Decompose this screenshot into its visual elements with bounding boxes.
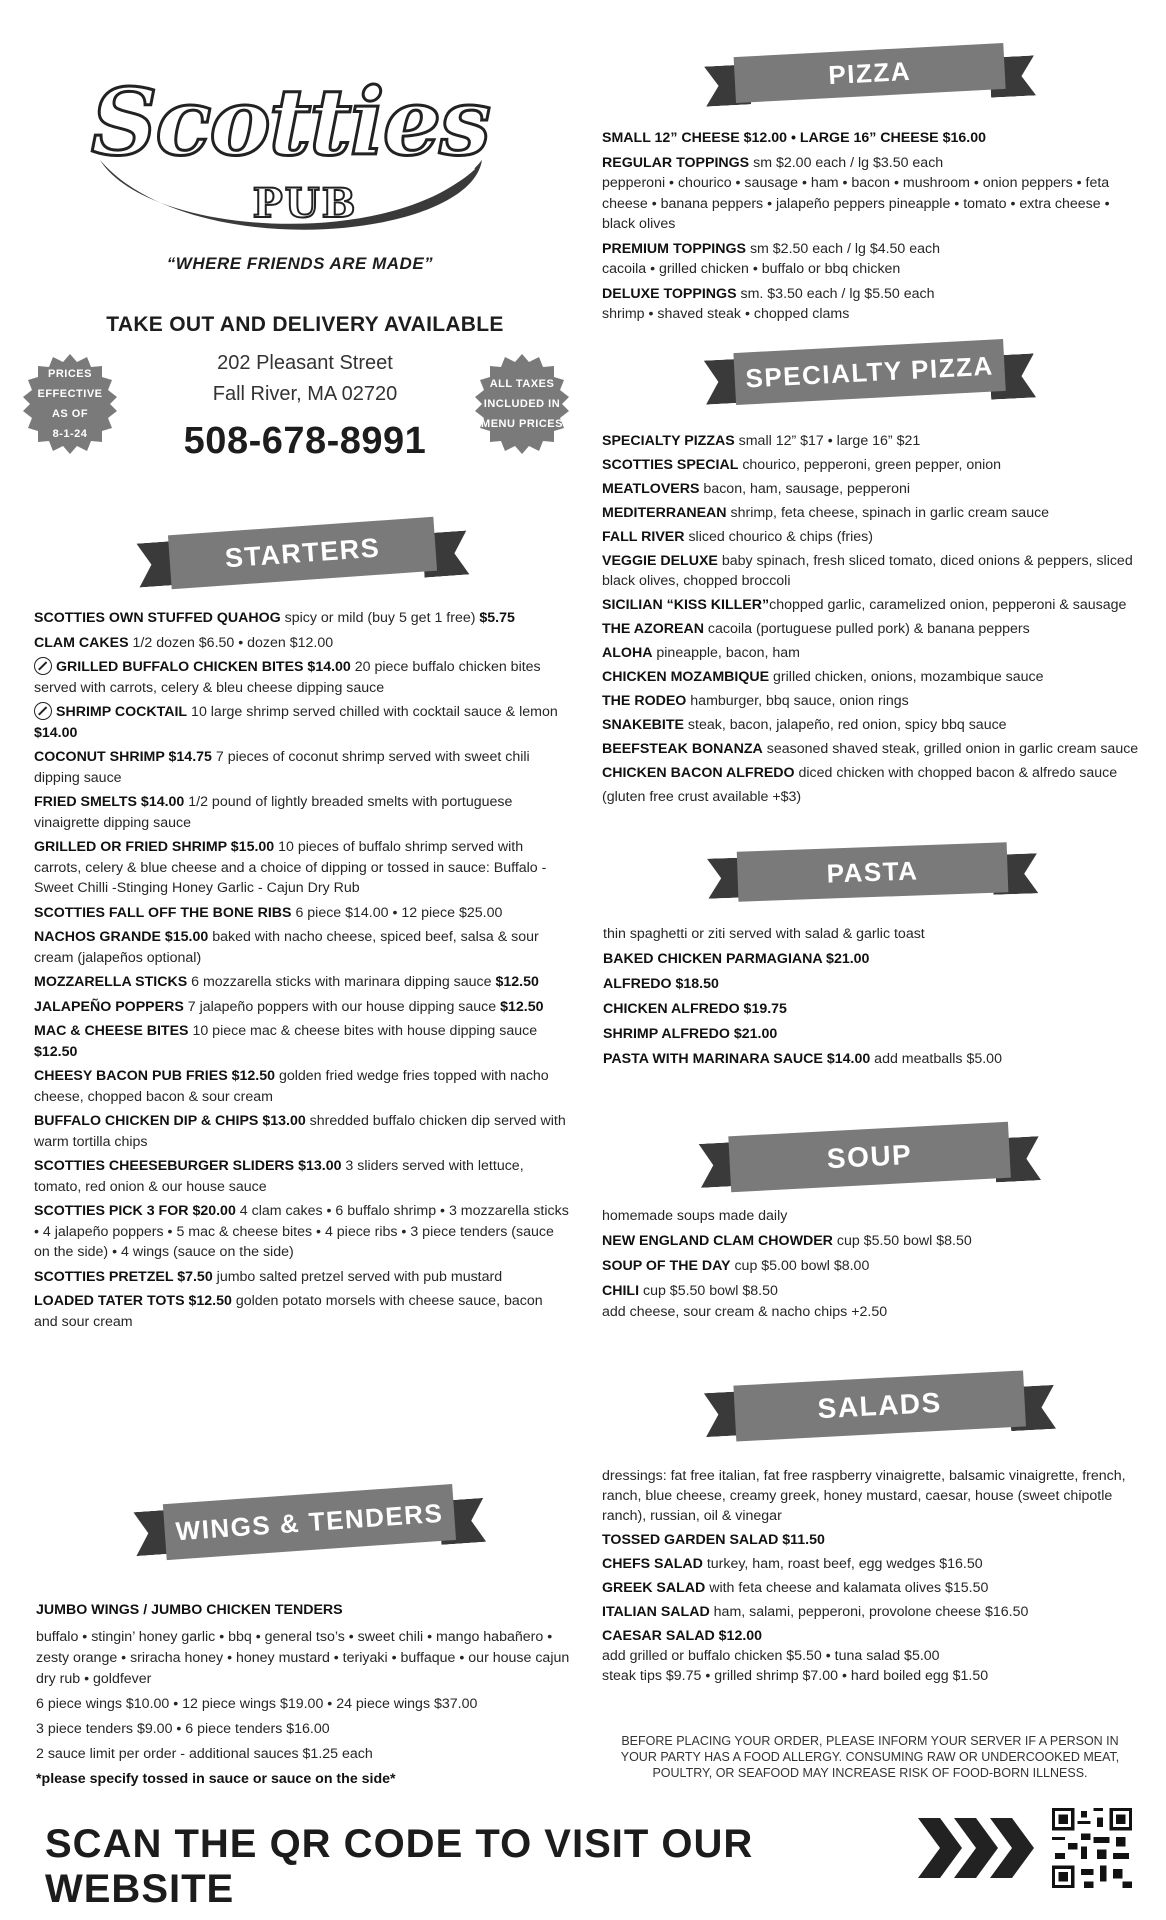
salad-item-name: TOSSED GARDEN SALAD $11.50 xyxy=(602,1532,825,1548)
soup-intro: homemade soups made daily xyxy=(602,1208,788,1224)
specialty-item xyxy=(602,643,1142,663)
starter-item xyxy=(34,608,569,629)
starter-item xyxy=(34,633,569,654)
pasta-list xyxy=(603,924,1133,1074)
starter-item-desc: 20 piece buffalo chicken bites served with carrots, celery & bleu cheese dipping sauce xyxy=(34,659,541,696)
specialty-item-name: BEEFSTEAK BONANZA xyxy=(602,741,763,757)
starter-item-name: FRIED SMELTS $14.00 xyxy=(34,794,185,810)
starter-item-name: COCONUT SHRIMP $14.75 xyxy=(34,749,212,765)
starter-item-desc: 7 pieces of coconut shrimp served with sweet chili dipping sauce xyxy=(34,749,530,786)
phone-number: 508-678-8991 xyxy=(183,420,427,462)
salad-item-name: CAESAR SALAD $12.00 xyxy=(602,1628,763,1644)
starter-item-name: SCOTTIES PRETZEL $7.50 xyxy=(34,1268,213,1285)
soup-banner-title: SOUP xyxy=(728,1122,1011,1193)
pizza-banner xyxy=(703,31,1037,128)
pizza-item-price: sm $2.00 each / lg $3.50 each xyxy=(749,154,944,171)
starter-item-desc: baked with nacho cheese, spiced beef, salsa & sour cream (jalapeños optional) xyxy=(34,929,539,966)
seal-left-line: 8-1-24 xyxy=(52,428,88,440)
specialty-item-desc: shrimp, feta cheese, spinach in garlic cream sauce xyxy=(726,505,1050,521)
pasta-item xyxy=(603,1049,1133,1070)
chevron-right-icon xyxy=(918,1818,1038,1878)
specialty-item-desc: grilled chicken, onions, mozambique sauce xyxy=(769,669,1044,685)
starter-item-name: GRILLED BUFFALO CHICKEN BITES $14.00 xyxy=(56,659,351,675)
pasta-item-name: BAKED CHICKEN PARMAGIANA $21.00 xyxy=(603,951,870,967)
qr-code-icon[interactable] xyxy=(1052,1808,1132,1888)
salad-item xyxy=(602,1578,1132,1598)
pasta-banner xyxy=(707,839,1040,930)
soup-addon: add cheese, sour cream & nacho chips +2.50 xyxy=(602,1304,888,1320)
specialty-item-desc: sliced chourico & chips (fries) xyxy=(684,529,873,545)
pasta-item-name: PASTA WITH MARINARA SAUCE $14.00 xyxy=(603,1051,871,1067)
specialty-item xyxy=(602,763,1142,783)
starter-item-name: SCOTTIES OWN STUFFED QUAHOG xyxy=(34,610,281,626)
allergy-disclaimer: BEFORE PLACING YOUR ORDER, PLEASE INFORM YOUR SERVER IF A PERSON IN YOUR PARTY HAS A FOOD ALLERGY. CONSUMING RAW OR UNDERCOOKED MEAT, POULTRY, OR SEAFOOD MAY INCREASE RISK OF FOOD-BORN ILLNESS. xyxy=(620,1734,1120,1780)
seal-right-line: MENU PRICES xyxy=(481,418,563,430)
soup-item xyxy=(602,1256,1122,1277)
pasta-item xyxy=(603,949,1133,970)
specialty-item-name: MEATLOVERS xyxy=(602,481,700,497)
pasta-item xyxy=(603,999,1133,1020)
starter-item-name: CLAM CAKES xyxy=(34,634,129,651)
starter-item-desc: 1/2 pound of lightly breaded smelts with portuguese vinaigrette dipping sauce xyxy=(34,794,513,831)
no-gluten-icon xyxy=(34,657,52,675)
starter-item xyxy=(34,1201,569,1263)
starter-item xyxy=(34,702,569,743)
specialty-item-desc: small 12” $17 • large 16” $21 xyxy=(734,433,921,449)
specialty-item xyxy=(602,551,1142,591)
pasta-item-desc: add meatballs $5.00 xyxy=(870,1051,1002,1067)
soup-item-name: NEW ENGLAND CLAM CHOWDER xyxy=(602,1233,833,1249)
salads-banner xyxy=(703,1363,1057,1461)
starter-item-name: SCOTTIES FALL OFF THE BONE RIBS xyxy=(34,904,292,921)
specialty-item-desc: diced chicken with chopped bacon & alfredo sauce xyxy=(794,765,1118,781)
pizza-item xyxy=(602,153,1122,235)
starter-item-desc: 4 clam cakes • 6 buffalo shrimp • 3 mozzarella sticks • 4 jalapeño poppers • 5 mac & cheese bites • 4 piece ribs • 3 piece tenders (sauce on the side) • 4 wings (sauce on the side) xyxy=(34,1203,569,1260)
starter-item-desc: 7 jalapeño poppers with our house dipping sauce xyxy=(183,998,501,1015)
soup-item xyxy=(602,1231,1122,1252)
specialty-pizza-list xyxy=(602,431,1142,811)
wings-title xyxy=(36,1600,571,1621)
salad-item-name: CHEFS SALAD xyxy=(602,1556,703,1572)
pizza-item xyxy=(602,284,1122,325)
starter-item-name: BUFFALO CHICKEN DIP & CHIPS $13.00 xyxy=(34,1113,306,1129)
starter-item xyxy=(34,1156,569,1197)
specialty-item xyxy=(602,527,1142,547)
specialty-item-desc: baby spinach, fresh sliced tomato, diced onions & peppers, sliced black olives, chopped broccoli xyxy=(602,553,1133,589)
starter-item-desc: golden potato morsels with cheese sauce, bacon and sour cream xyxy=(34,1293,543,1330)
salad-addon: steak tips $9.75 • grilled shrimp $7.00 • hard boiled egg $1.50 xyxy=(602,1668,989,1684)
starter-item xyxy=(34,927,569,968)
pizza-item-price: sm $2.50 each / lg $4.50 each xyxy=(746,240,941,257)
seal-left-line: PRICES xyxy=(48,368,92,380)
pizza-item-name: REGULAR TOPPINGS xyxy=(602,154,750,171)
scan-qr-heading: SCAN THE QR CODE TO VISIT OUR WEBSITE xyxy=(45,1822,754,1911)
taxes-included-seal xyxy=(470,352,574,456)
salad-item-name: GREEK SALAD xyxy=(602,1580,706,1596)
sauce-limit: 2 sauce limit per order - additional sauces $1.25 each xyxy=(36,1746,373,1762)
salad-item-desc: turkey, ham, roast beef, egg wedges $16.50 xyxy=(702,1556,983,1572)
starter-item xyxy=(34,903,569,924)
seal-left-line: AS OF xyxy=(51,408,89,420)
starter-item xyxy=(34,997,569,1018)
logo-word: Scotties xyxy=(90,68,490,176)
no-gluten-icon xyxy=(34,702,52,720)
salad-item-name: ITALIAN SALAD xyxy=(602,1604,710,1620)
starter-item-name: SHRIMP COCKTAIL xyxy=(56,704,188,720)
wings-sauces: buffalo • stingin’ honey garlic • bbq • general tso’s • sweet chili • mango habañero • zesty orange • sriracha honey • honey mustard • teriyaki • buffaque • our house cajun dry rub • goldfever xyxy=(36,1629,570,1687)
pasta-intro: thin spaghetti or ziti served with salad & garlic toast xyxy=(603,926,925,942)
specialty-item-name: SCOTTIES SPECIAL xyxy=(602,457,739,473)
pizza-item xyxy=(602,128,1122,149)
wings-banner-title: WINGS & TENDERS xyxy=(163,1484,456,1560)
starter-item xyxy=(34,1291,569,1332)
wings-list xyxy=(36,1600,571,1794)
salad-item xyxy=(602,1554,1132,1574)
address-city: Fall River, MA 02720 xyxy=(212,383,398,405)
sauce-note xyxy=(36,1769,571,1790)
specialty-item-name: VEGGIE DELUXE xyxy=(602,553,718,569)
starter-item-desc: 10 large shrimp served chilled with cocktail sauce & lemon xyxy=(187,704,558,720)
starter-item-price: $12.50 xyxy=(495,974,539,990)
starter-item-name: MAC & CHEESE BITES xyxy=(34,1023,189,1039)
specialty-item xyxy=(602,739,1142,759)
specialty-item xyxy=(602,667,1142,687)
starter-item xyxy=(34,972,569,993)
salad-item-desc: with feta cheese and kalamata olives $15.50 xyxy=(705,1580,989,1596)
pizza-item-desc: pepperoni • chourico • sausage • ham • bacon • mushroom • onion peppers • feta cheese • banana peppers • jalapeño peppers pineapple • tomato • extra cheese • black olives xyxy=(602,175,1110,232)
specialty-item-desc: (gluten free crust available +$3) xyxy=(602,789,802,805)
salad-item-desc: ham, salami, pepperoni, provolone cheese $16.50 xyxy=(709,1604,1029,1620)
salad-item xyxy=(602,1626,1132,1646)
starter-item-desc: 3 sliders served with lettuce, tomato, red onion & our house sauce xyxy=(34,1158,524,1195)
specialty-item-name: SICILIAN “KISS KILLER” xyxy=(602,597,770,613)
specialty-item-name: ALOHA xyxy=(602,645,653,661)
pizza-item-desc: shrimp • shaved steak • chopped clams xyxy=(602,306,850,322)
wings-prices: 6 piece wings $10.00 • 12 piece wings $19.00 • 24 piece wings $37.00 xyxy=(36,1696,478,1712)
pizza-item-price: sm. $3.50 each / lg $5.50 each xyxy=(736,285,935,302)
seal-right-line: INCLUDED IN xyxy=(483,398,561,410)
starters-banner xyxy=(136,509,471,612)
starter-item xyxy=(34,1066,569,1107)
starter-item-desc: golden fried wedge fries topped with nacho cheese, chopped bacon & sour cream xyxy=(34,1068,549,1105)
logo-pub: PUB xyxy=(252,180,358,227)
soup-item-name: SOUP OF THE DAY xyxy=(602,1258,731,1274)
prices-effective-seal xyxy=(18,352,122,456)
starter-item-desc: 1/2 dozen $6.50 • dozen $12.00 xyxy=(128,634,334,651)
specialty-item-name: THE RODEO xyxy=(602,693,687,709)
specialty-item-name: CHICKEN MOZAMBIQUE xyxy=(602,669,770,685)
starter-item xyxy=(34,1021,569,1062)
seal-left-line: EFFECTIVE xyxy=(37,388,103,400)
pasta-item xyxy=(603,1024,1133,1045)
pizza-item-name: DELUXE TOPPINGS xyxy=(602,285,737,302)
pizza-item-desc: cacoila • grilled chicken • buffalo or bbq chicken xyxy=(602,261,901,277)
wings-banner xyxy=(133,1478,488,1582)
specialty-pizza-banner-title: SPECIALTY PIZZA xyxy=(733,339,1005,405)
soup-item-desc: cup $5.00 bowl $8.00 xyxy=(730,1258,870,1274)
soup-item-desc: cup $5.50 bowl $8.50 xyxy=(832,1233,972,1249)
starter-item xyxy=(34,1111,569,1152)
specialty-item-name: THE AZOREAN xyxy=(602,621,704,637)
specialty-item xyxy=(602,715,1142,735)
takeout-heading: TAKE OUT AND DELIVERY AVAILABLE xyxy=(106,313,504,336)
soup-list xyxy=(602,1206,1122,1327)
salad-addon: add grilled or buffalo chicken $5.50 • tuna salad $5.00 xyxy=(602,1648,940,1664)
specialty-item-name: SPECIALTY PIZZAS xyxy=(602,433,735,449)
tenders-prices: 3 piece tenders $9.00 • 6 piece tenders $16.00 xyxy=(36,1721,330,1737)
starter-item-name: LOADED TATER TOTS $12.50 xyxy=(34,1293,232,1309)
starter-item-desc: spicy or mild (buy 5 get 1 free) xyxy=(280,610,480,626)
sauce-note-text: *please specify tossed in sauce or sauce on the side* xyxy=(36,1771,396,1787)
pasta-item xyxy=(603,974,1133,995)
specialty-item-name: SNAKEBITE xyxy=(602,717,684,733)
salad-dressings: dressings: fat free italian, fat free raspberry vinaigrette, balsamic vinaigrette, french, ranch, blue cheese, creamy greek, honey mustard, caesar, house (sweet chipotle ranch), russian, oil & vinegar xyxy=(602,1468,1126,1524)
pasta-banner-title: PASTA xyxy=(737,842,1009,901)
specialty-item-name: FALL RIVER xyxy=(602,529,685,545)
tagline: “WHERE FRIENDS ARE MADE” xyxy=(166,254,434,273)
starter-item-desc: shredded buffalo chicken dip served with warm tortilla chips xyxy=(34,1113,566,1150)
starter-item xyxy=(34,657,569,698)
starter-item xyxy=(34,1267,569,1288)
starter-item-name: SCOTTIES CHEESEBURGER SLIDERS $13.00 xyxy=(34,1158,342,1174)
soup-item-desc: cup $5.50 bowl $8.50 xyxy=(639,1283,778,1299)
starters-banner-title: STARTERS xyxy=(168,517,437,589)
starter-item-name: MOZZARELLA STICKS xyxy=(34,974,188,990)
salads-list xyxy=(602,1466,1132,1686)
specialty-item-desc: bacon, ham, sausage, pepperoni xyxy=(699,481,911,497)
specialty-item xyxy=(602,595,1142,615)
salad-item xyxy=(602,1530,1132,1550)
specialty-pizza-banner xyxy=(703,331,1037,428)
starter-item-name: GRILLED OR FRIED SHRIMP $15.00 xyxy=(34,839,275,855)
soup-banner xyxy=(698,1116,1042,1214)
specialty-item xyxy=(602,431,1142,451)
seal-right-line: ALL TAXES xyxy=(489,378,555,390)
starter-item-price: $12.50 xyxy=(34,1043,78,1060)
pizza-item-name: PREMIUM TOPPINGS xyxy=(602,240,746,257)
starters-list xyxy=(34,608,569,1336)
logo xyxy=(70,60,510,260)
specialty-item-desc: cacoila (portuguese pulled pork) & banana peppers xyxy=(703,621,1030,637)
starter-item-name: SCOTTIES PICK 3 FOR $20.00 xyxy=(34,1203,236,1219)
starter-item xyxy=(34,747,569,788)
pizza-banner-title: PIZZA xyxy=(734,43,1006,103)
starter-item xyxy=(34,837,569,899)
pizza-list xyxy=(602,128,1122,329)
specialty-item-desc: seasoned shaved steak, grilled onion in garlic cream sauce xyxy=(762,741,1139,757)
specialty-item xyxy=(602,691,1142,711)
starter-item-name: JALAPEÑO POPPERS xyxy=(34,998,184,1015)
pizza-item xyxy=(602,239,1122,280)
specialty-item xyxy=(602,619,1142,639)
address-street: 202 Pleasant Street xyxy=(217,352,393,374)
starter-item-price: $14.00 xyxy=(34,724,78,741)
starter-item-desc: 10 pieces of buffalo shrimp served with carrots, celery & blue cheese and a choice of dipping or tossed in sauce: Buffalo - Sweet Chilli -Stinging Honey Garlic - Cajun Dry Rub xyxy=(34,839,547,896)
wings-title-text: JUMBO WINGS / JUMBO CHICKEN TENDERS xyxy=(36,1602,343,1618)
soup-item-name: CHILI xyxy=(602,1283,640,1299)
pasta-item-name: ALFREDO $18.50 xyxy=(603,976,719,992)
pasta-item-name: CHICKEN ALFREDO $19.75 xyxy=(603,1001,787,1017)
soup-item xyxy=(602,1281,1122,1302)
specialty-item-desc: pineapple, bacon, ham xyxy=(652,645,800,661)
pasta-item-name: SHRIMP ALFREDO $21.00 xyxy=(603,1026,778,1042)
starter-item-desc: 6 piece $14.00 • 12 piece $25.00 xyxy=(291,904,503,921)
starter-item-name: NACHOS GRANDE $15.00 xyxy=(34,929,209,945)
specialty-item xyxy=(602,503,1142,523)
specialty-item-name: MEDITERRANEAN xyxy=(602,505,727,521)
pizza-item-name: SMALL 12” CHEESE $12.00 • LARGE 16” CHEESE $16.00 xyxy=(602,130,986,146)
starter-item-desc: jumbo salted pretzel served with pub mustard xyxy=(212,1268,503,1285)
starter-item xyxy=(34,792,569,833)
specialty-item xyxy=(602,455,1142,475)
specialty-item-desc: chourico, pepperoni, green pepper, onion xyxy=(738,457,1002,473)
starter-item-desc: 6 mozzarella sticks with marinara dipping sauce xyxy=(187,974,496,990)
starter-item-price: $12.50 xyxy=(500,998,544,1015)
specialty-item-name: CHICKEN BACON ALFREDO xyxy=(602,765,795,781)
salads-banner-title: SALADS xyxy=(733,1370,1026,1441)
starter-item-name: CHEESY BACON PUB FRIES $12.50 xyxy=(34,1068,276,1084)
starter-item-price: $5.75 xyxy=(479,610,515,626)
specialty-item-desc: chopped garlic, caramelized onion, pepperoni & sausage xyxy=(769,597,1127,613)
specialty-item-desc: hamburger, bbq sauce, onion rings xyxy=(686,693,909,709)
salad-item xyxy=(602,1602,1132,1622)
specialty-item xyxy=(602,479,1142,499)
starter-item-desc: 10 piece mac & cheese bites with house dipping sauce xyxy=(188,1023,538,1039)
specialty-item-desc: steak, bacon, jalapeño, red onion, spicy bbq sauce xyxy=(683,717,1007,733)
gluten-free-note xyxy=(602,787,1142,807)
